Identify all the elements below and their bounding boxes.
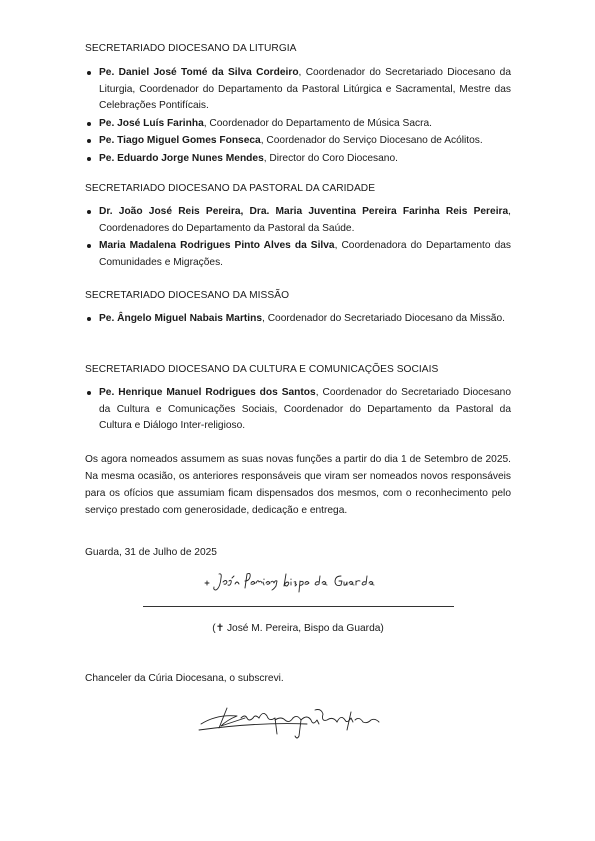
list-missao (85, 311, 511, 329)
person-role: , Director do Coro Diocesano. (263, 152, 398, 164)
person-role: , Coordenador do Secretariado Diocesano da Cultura e Comunicações Sociais, Coordenador do Departamento da Pastoral da Cultura e Diálogo Inter-religioso. (99, 387, 511, 431)
person-name: Pe. José Luís Farinha (99, 117, 204, 129)
signature-line (143, 606, 454, 607)
list-cultura (85, 385, 511, 436)
list-item (85, 204, 511, 237)
person-role: , Coordenadores do Departamento da Pastoral da Saúde. (99, 206, 511, 234)
place-date: Guarda, 31 de Julho de 2025 (85, 547, 217, 558)
section-title-missao: SECRETARIADO DIOCESANO DA MISSÃO (85, 290, 290, 301)
person-name: Dr. João José Reis Pereira, Dra. Maria Juventina Pereira Farinha Reis Pereira (99, 206, 509, 217)
chancellor-signature-icon (197, 700, 397, 744)
person-name: Pe. Henrique Manuel Rodrigues dos Santos (99, 387, 316, 398)
list-item (85, 238, 511, 271)
person-role: , Coordenadora do Departamento das Comunidades e Migrações. (99, 240, 511, 268)
person-role: , Coordenador do Secretariado Diocesano da Liturgia, Coordenador do Departamento da Pastoral Litúrgica e Sacramental, Mestre das Celebrações Pontifícais. (99, 67, 512, 111)
person-name: Pe. Daniel José Tomé da Silva Cordeiro (99, 67, 299, 78)
list-item (85, 151, 511, 168)
person-role: , Coordenador do Departamento de Música Sacra. (203, 117, 432, 129)
list-item (85, 311, 511, 328)
bishop-name: (✝ José M. Pereira, Bispo da Guarda) (212, 623, 384, 634)
list-item (85, 116, 511, 133)
person-name: Maria Madalena Rodrigues Pinto Alves da Silva (99, 240, 335, 251)
section-title-cultura: SECRETARIADO DIOCESANO DA CULTURA E COMUNICAÇÕES SOCIAIS (85, 364, 439, 375)
section-title-liturgia: SECRETARIADO DIOCESANO DA LITURGIA (85, 43, 297, 54)
list-item (85, 65, 511, 115)
list-item (85, 133, 511, 150)
chancellor-line: Chanceler da Cúria Diocesana, o subscrevi. (85, 673, 284, 684)
list-item (85, 385, 511, 435)
list-caridade (85, 204, 511, 272)
person-role: , Coordenador do Secretariado Diocesano da Missão. (262, 313, 505, 324)
person-name: Pe. Ângelo Miguel Nabais Martins (99, 313, 263, 324)
person-name: Pe. Eduardo Jorge Nunes Mendes (99, 152, 264, 164)
list-liturgia (85, 65, 511, 168)
person-name: Pe. Tiago Miguel Gomes Fonseca (99, 135, 261, 146)
closing-paragraph: Os agora nomeados assumem as suas novas funções a partir do dia 1 de Setembro de 2025. Na mesma ocasião, os anteriores responsáveis que viram ser nomeados novos responsáveis para os ofícios que assumiam ficam dispensados dos mesmos, com o reconhecimento pelo serviço prestado com generosidade, dedicação e entrega. (85, 454, 511, 516)
person-role: , Coordenador do Serviço Diocesano de Acólitos. (260, 135, 483, 146)
bishop-signature-icon (201, 568, 401, 598)
section-title-caridade: SECRETARIADO DIOCESANO DA PASTORAL DA CARIDADE (85, 183, 376, 194)
